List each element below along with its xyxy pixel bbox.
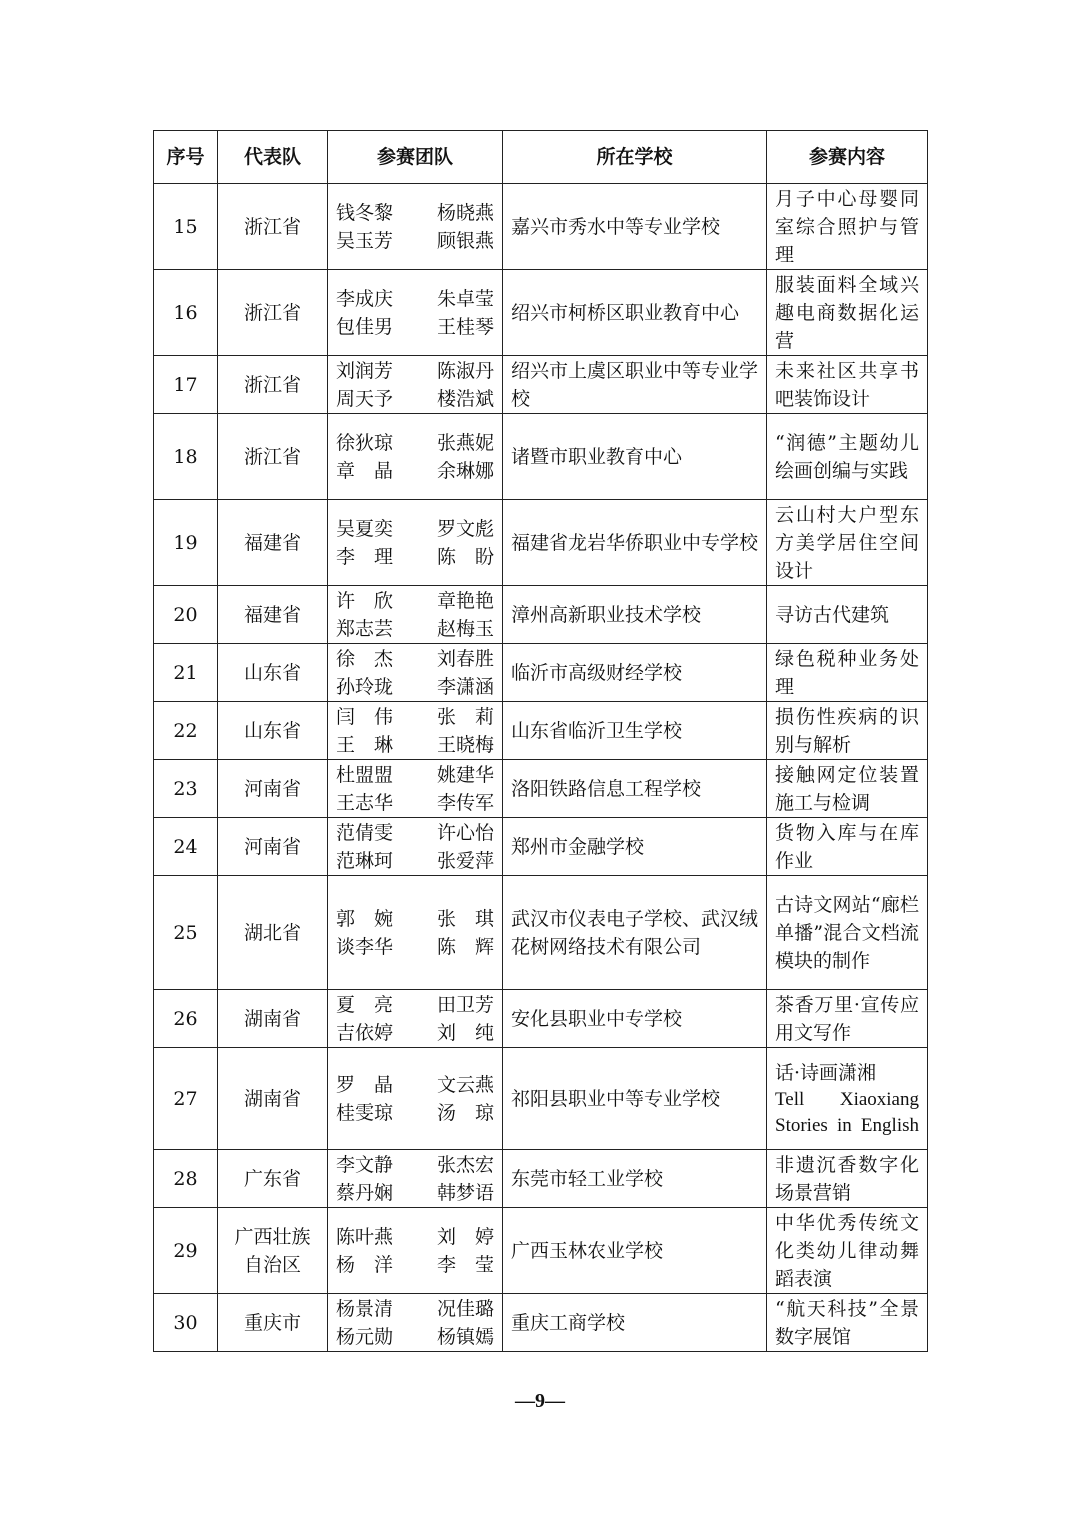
row-content: 中华优秀传统文化类幼儿律动舞蹈表演 bbox=[767, 1208, 928, 1294]
team-line bbox=[336, 1071, 494, 1099]
team-line bbox=[336, 1295, 494, 1323]
team-member: 许 欣 bbox=[336, 589, 394, 612]
team-member: 闫 伟 bbox=[336, 705, 394, 728]
row-content: 古诗文网站“廊栏单播”混合文档流模块的制作 bbox=[767, 876, 928, 990]
table-row bbox=[154, 1294, 928, 1352]
team-member: 姚建华 bbox=[436, 763, 494, 786]
team-line bbox=[336, 543, 494, 571]
team-line bbox=[336, 1099, 494, 1127]
team-member: 徐 杰 bbox=[336, 647, 394, 670]
table-row bbox=[154, 1048, 928, 1150]
row-number: 16 bbox=[154, 270, 218, 356]
team-line bbox=[336, 761, 494, 789]
team-member: 周天予 bbox=[336, 387, 394, 410]
row-content: 货物入库与在库作业 bbox=[767, 818, 928, 876]
page-number: —9— bbox=[515, 1390, 565, 1412]
team-member: 汤 琼 bbox=[436, 1101, 494, 1124]
row-number: 22 bbox=[154, 702, 218, 760]
row-province: 浙江省 bbox=[218, 270, 328, 356]
table-row bbox=[154, 818, 928, 876]
team-member: 李 莹 bbox=[436, 1253, 494, 1276]
table-row bbox=[154, 760, 928, 818]
team-member: 况佳璐 bbox=[436, 1297, 494, 1320]
team-line bbox=[336, 1179, 494, 1207]
row-number: 29 bbox=[154, 1208, 218, 1294]
row-school: 福建省龙岩华侨职业中专学校 bbox=[503, 500, 767, 586]
team-member: 张燕妮 bbox=[436, 431, 494, 454]
team-line bbox=[336, 587, 494, 615]
team-member: 文云燕 bbox=[436, 1073, 494, 1096]
table-row bbox=[154, 586, 928, 644]
row-team bbox=[328, 1048, 503, 1150]
row-province: 河南省 bbox=[218, 818, 328, 876]
team-member: 杨 洋 bbox=[336, 1253, 394, 1276]
row-number: 26 bbox=[154, 990, 218, 1048]
team-line bbox=[336, 1323, 494, 1351]
team-member: 陈 辉 bbox=[436, 935, 494, 958]
team-member: 李传军 bbox=[436, 791, 494, 814]
table-header-row bbox=[154, 131, 928, 184]
row-province: 河南省 bbox=[218, 760, 328, 818]
team-line bbox=[336, 673, 494, 701]
row-team bbox=[328, 1208, 503, 1294]
row-number: 21 bbox=[154, 644, 218, 702]
team-member: 张 莉 bbox=[436, 705, 494, 728]
header-number: 序号 bbox=[154, 131, 218, 184]
row-content: 服装面料全域兴趣电商数据化运营 bbox=[767, 270, 928, 356]
team-member: 杨景清 bbox=[336, 1297, 394, 1320]
team-member: 杜盟盟 bbox=[336, 763, 394, 786]
row-school: 郑州市金融学校 bbox=[503, 818, 767, 876]
row-content: 接触网定位装置施工与检调 bbox=[767, 760, 928, 818]
row-province: 福建省 bbox=[218, 500, 328, 586]
team-member: 郭 婉 bbox=[336, 907, 394, 930]
row-province: 湖南省 bbox=[218, 1048, 328, 1150]
row-school: 漳州高新职业技术学校 bbox=[503, 586, 767, 644]
team-member: 吉依婷 bbox=[336, 1021, 394, 1044]
team-line bbox=[336, 645, 494, 673]
table-row bbox=[154, 414, 928, 500]
team-member: 陈叶燕 bbox=[336, 1225, 394, 1248]
team-line bbox=[336, 615, 494, 643]
team-member: 杨元勋 bbox=[336, 1325, 394, 1348]
team-member: 余琳娜 bbox=[436, 459, 494, 482]
table-row bbox=[154, 990, 928, 1048]
row-province: 重庆市 bbox=[218, 1294, 328, 1352]
row-school: 广西玉林农业学校 bbox=[503, 1208, 767, 1294]
row-team bbox=[328, 990, 503, 1048]
content-en: Tell Xiaoxiang Stories in English bbox=[775, 1088, 919, 1136]
team-line bbox=[336, 1019, 494, 1047]
row-school: 山东省临沂卫生学校 bbox=[503, 702, 767, 760]
team-member: 夏 亮 bbox=[336, 993, 394, 1016]
team-line bbox=[336, 731, 494, 759]
team-member: 王志华 bbox=[336, 791, 394, 814]
row-team bbox=[328, 356, 503, 414]
row-content: “润德”主题幼儿绘画创编与实践 bbox=[767, 414, 928, 500]
row-school: 安化县职业中专学校 bbox=[503, 990, 767, 1048]
team-member: 罗文彪 bbox=[436, 517, 494, 540]
team-line bbox=[336, 457, 494, 485]
row-number: 28 bbox=[154, 1150, 218, 1208]
team-member: 李成庆 bbox=[336, 287, 394, 310]
team-line bbox=[336, 703, 494, 731]
team-member: 陈淑丹 bbox=[436, 359, 494, 382]
team-line bbox=[336, 429, 494, 457]
row-number: 18 bbox=[154, 414, 218, 500]
team-member: 陈 盼 bbox=[436, 545, 494, 568]
content-zh: 话·诗画潇湘 bbox=[775, 1061, 877, 1084]
team-line bbox=[336, 385, 494, 413]
team-member: 钱冬黎 bbox=[336, 201, 394, 224]
team-member: 张爱萍 bbox=[436, 849, 494, 872]
row-number: 27 bbox=[154, 1048, 218, 1150]
team-member: 韩梦语 bbox=[436, 1181, 494, 1204]
team-member: 刘 婷 bbox=[436, 1225, 494, 1248]
participants-table bbox=[153, 130, 928, 1352]
team-line bbox=[336, 227, 494, 255]
team-member: 杨镇嫣 bbox=[436, 1325, 494, 1348]
table-row bbox=[154, 184, 928, 270]
header-province: 代表队 bbox=[218, 131, 328, 184]
team-member: 谈李华 bbox=[336, 935, 394, 958]
row-province: 浙江省 bbox=[218, 414, 328, 500]
team-member: 章艳艳 bbox=[436, 589, 494, 612]
row-content: 绿色税种业务处理 bbox=[767, 644, 928, 702]
row-number: 19 bbox=[154, 500, 218, 586]
row-school: 祁阳县职业中等专业学校 bbox=[503, 1048, 767, 1150]
team-member: 王 琳 bbox=[336, 733, 394, 756]
row-number: 17 bbox=[154, 356, 218, 414]
team-line bbox=[336, 1223, 494, 1251]
row-team bbox=[328, 644, 503, 702]
team-line bbox=[336, 285, 494, 313]
row-content: 月子中心母婴同室综合照护与管理 bbox=[767, 184, 928, 270]
team-member: 李 理 bbox=[336, 545, 394, 568]
row-team bbox=[328, 1294, 503, 1352]
row-school: 东莞市轻工业学校 bbox=[503, 1150, 767, 1208]
team-line bbox=[336, 819, 494, 847]
team-line bbox=[336, 905, 494, 933]
team-member: 章 晶 bbox=[336, 459, 394, 482]
team-line bbox=[336, 1151, 494, 1179]
row-content bbox=[767, 1048, 928, 1150]
row-content: 云山村大户型东方美学居住空间设计 bbox=[767, 500, 928, 586]
team-member: 张 琪 bbox=[436, 907, 494, 930]
row-team bbox=[328, 500, 503, 586]
table-row bbox=[154, 356, 928, 414]
team-member: 王晓梅 bbox=[436, 733, 494, 756]
row-school: 重庆工商学校 bbox=[503, 1294, 767, 1352]
team-member: 孙玲珑 bbox=[336, 675, 394, 698]
team-line bbox=[336, 933, 494, 961]
row-school: 绍兴市上虞区职业中等专业学校 bbox=[503, 356, 767, 414]
row-content: 未来社区共享书吧装饰设计 bbox=[767, 356, 928, 414]
row-province: 广东省 bbox=[218, 1150, 328, 1208]
table-row bbox=[154, 1208, 928, 1294]
row-school: 绍兴市柯桥区职业教育中心 bbox=[503, 270, 767, 356]
row-province: 湖南省 bbox=[218, 990, 328, 1048]
team-line bbox=[336, 515, 494, 543]
row-team bbox=[328, 184, 503, 270]
row-content: “航天科技”全景数字展馆 bbox=[767, 1294, 928, 1352]
row-school: 洛阳铁路信息工程学校 bbox=[503, 760, 767, 818]
table-row bbox=[154, 876, 928, 990]
row-school: 嘉兴市秀水中等专业学校 bbox=[503, 184, 767, 270]
row-number: 25 bbox=[154, 876, 218, 990]
team-line bbox=[336, 847, 494, 875]
team-member: 桂雯琼 bbox=[336, 1101, 394, 1124]
team-member: 包佳男 bbox=[336, 315, 394, 338]
team-member: 郑志芸 bbox=[336, 617, 394, 640]
team-member: 李文静 bbox=[336, 1153, 394, 1176]
team-member: 李潇涵 bbox=[436, 675, 494, 698]
team-member: 范琳珂 bbox=[336, 849, 394, 872]
row-content: 损伤性疾病的识别与解析 bbox=[767, 702, 928, 760]
table-row bbox=[154, 1150, 928, 1208]
row-province: 浙江省 bbox=[218, 356, 328, 414]
row-province: 山东省 bbox=[218, 644, 328, 702]
row-number: 20 bbox=[154, 586, 218, 644]
team-line bbox=[336, 199, 494, 227]
team-member: 刘春胜 bbox=[436, 647, 494, 670]
team-member: 张杰宏 bbox=[436, 1153, 494, 1176]
row-team bbox=[328, 414, 503, 500]
team-line bbox=[336, 1251, 494, 1279]
row-number: 24 bbox=[154, 818, 218, 876]
row-province: 广西壮族自治区 bbox=[218, 1208, 328, 1294]
team-member: 范倩雯 bbox=[336, 821, 394, 844]
team-line bbox=[336, 991, 494, 1019]
header-team: 参赛团队 bbox=[328, 131, 503, 184]
team-line bbox=[336, 313, 494, 341]
row-province: 浙江省 bbox=[218, 184, 328, 270]
row-team bbox=[328, 270, 503, 356]
row-team bbox=[328, 818, 503, 876]
team-member: 赵梅玉 bbox=[436, 617, 494, 640]
row-school: 武汉市仪表电子学校、武汉绒花树网络技术有限公司 bbox=[503, 876, 767, 990]
row-team bbox=[328, 702, 503, 760]
team-member: 刘 纯 bbox=[436, 1021, 494, 1044]
team-line bbox=[336, 357, 494, 385]
table-row bbox=[154, 644, 928, 702]
table-body bbox=[154, 184, 928, 1352]
row-number: 30 bbox=[154, 1294, 218, 1352]
row-content: 寻访古代建筑 bbox=[767, 586, 928, 644]
row-school: 诸暨市职业教育中心 bbox=[503, 414, 767, 500]
table-row bbox=[154, 702, 928, 760]
team-line bbox=[336, 789, 494, 817]
team-member: 吴玉芳 bbox=[336, 229, 394, 252]
team-member: 王桂琴 bbox=[436, 315, 494, 338]
team-member: 刘润芳 bbox=[336, 359, 394, 382]
row-content: 茶香万里·宣传应用文写作 bbox=[767, 990, 928, 1048]
team-member: 杨晓燕 bbox=[436, 201, 494, 224]
row-number: 15 bbox=[154, 184, 218, 270]
table-row bbox=[154, 500, 928, 586]
team-member: 吴夏奕 bbox=[336, 517, 394, 540]
team-member: 楼浩斌 bbox=[436, 387, 494, 410]
row-province: 湖北省 bbox=[218, 876, 328, 990]
row-content: 非遗沉香数字化场景营销 bbox=[767, 1150, 928, 1208]
table-row bbox=[154, 270, 928, 356]
header-content: 参赛内容 bbox=[767, 131, 928, 184]
team-member: 许心怡 bbox=[436, 821, 494, 844]
team-member: 徐狄琼 bbox=[336, 431, 394, 454]
team-member: 罗 晶 bbox=[336, 1073, 394, 1096]
row-team bbox=[328, 1150, 503, 1208]
team-member: 朱卓莹 bbox=[436, 287, 494, 310]
team-member: 蔡丹娴 bbox=[336, 1181, 394, 1204]
row-province: 山东省 bbox=[218, 702, 328, 760]
row-number: 23 bbox=[154, 760, 218, 818]
row-team bbox=[328, 586, 503, 644]
row-team bbox=[328, 876, 503, 990]
row-team bbox=[328, 760, 503, 818]
header-school: 所在学校 bbox=[503, 131, 767, 184]
row-province: 福建省 bbox=[218, 586, 328, 644]
team-member: 田卫芳 bbox=[436, 993, 494, 1016]
team-member: 顾银燕 bbox=[436, 229, 494, 252]
row-school: 临沂市高级财经学校 bbox=[503, 644, 767, 702]
